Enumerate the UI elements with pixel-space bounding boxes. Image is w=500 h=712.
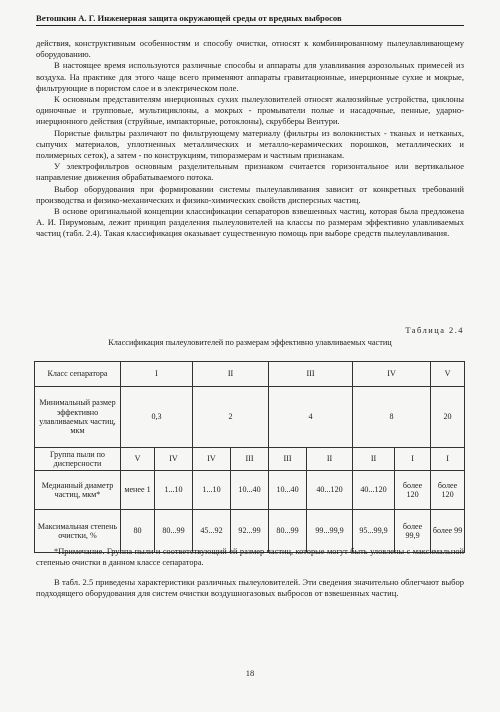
- table-cell: I: [121, 362, 193, 387]
- table-row: [35, 362, 465, 387]
- table-cell: II: [353, 448, 395, 471]
- body-text: [36, 38, 464, 240]
- row-header: Максимальная степень очистки, %: [35, 510, 121, 553]
- paragraph: К основным представителям инерционных сухих пылеуловителей относят жалюзийные устройства, циклоны одиночные и групповые, мультициклоны, а мокрых - промыватели полые и насадочные, пенные, ударно-инерционного действия (струйные, импакторные, ротоклоны), скрубберы Вентури.: [36, 94, 464, 127]
- paragraph: В основе оригинальной концепции классификации сепараторов взвешенных частиц, которая была предложена А. И. Пирумовым, лежит принцип разделения пылеуловителей на классы по размерам эффективно улавливаемых частиц (табл. 2.4). Такая классификация оказывает существенную помощь при выборе средств пылеулавливания.: [36, 206, 464, 239]
- paragraph: Выбор оборудования при формировании системы пылеулавливания зависит от конкретных требований производства и физико-механических и физико-химических свойств дисперсных частиц.: [36, 183, 464, 205]
- table-cell: 40...120: [353, 471, 395, 510]
- table-cell: более 99,9: [395, 510, 431, 553]
- paragraph: В табл. 2.5 приведены характеристики различных пылеуловителей. Эти сведения значительно облегчают выбор подходящего оборудования для систем очистки воздушногазовых выбросов от взвешенных частиц.: [36, 577, 464, 599]
- table-cell: менее 1: [121, 471, 155, 510]
- paragraph: действия, конструктивным особенностям и способу очистки, относят к комбинированному пылеулавливающему оборудованию.: [36, 38, 464, 60]
- row-header: Минимальный размер эффективно улавливаемых частиц, мкм: [35, 387, 121, 448]
- table-cell: IV: [155, 448, 193, 471]
- row-header: Медианный диаметр частиц, мкм*: [35, 471, 121, 510]
- row-header: Группа пыли по дисперсности: [35, 448, 121, 471]
- table-cell: более 99: [431, 510, 465, 553]
- table-cell: I: [431, 448, 465, 471]
- table-cell: V: [121, 448, 155, 471]
- paragraph: В настоящее время используются различные способы и аппараты для улавливания аэрозольных примесей из воздуха. На практике для этого чаще всего применяют аппараты гравитационные, инерционные сухие и мокрые, фильтрующие в пористом слое и в электрическом поле.: [36, 60, 464, 93]
- table-cell: 45...92: [193, 510, 231, 553]
- paragraph: Пористые фильтры различают по фильтрующему материалу (фильтры из волокнистых - тканых и нетканых, сыпучих материалов, уплотненных металлических и металло-керамических порошков, металлических и полимерных сеток), а затем - по конструкциям, типоразмерам и частным признакам.: [36, 127, 464, 161]
- table-row: [35, 448, 465, 471]
- table-cell: 99...99,9: [307, 510, 353, 553]
- table-cell: II: [193, 362, 269, 387]
- table-cell: 80: [121, 510, 155, 553]
- table-cell: V: [431, 362, 465, 387]
- table-cell: 2: [193, 387, 269, 448]
- table-cell: 80...99: [269, 510, 307, 553]
- table-cell: III: [231, 448, 269, 471]
- table-footnote: [36, 546, 464, 568]
- table-cell: более 120: [431, 471, 465, 510]
- footnote-text: *Примечание. Группа пыли и соответствующий ей размер частиц, которые могут быть уловлены с максимальной степенью очистки в данном классе сепаратора.: [36, 547, 464, 568]
- row-header: Класс сепаратора: [35, 362, 121, 387]
- table-cell: 10...40: [269, 471, 307, 510]
- table-cell: более 120: [395, 471, 431, 510]
- paragraph: У электрофильтров основным разделительным признаком считается горизонтальное или вертикальное направление движения обрабатываемого потока.: [36, 161, 464, 183]
- table-cell: 10...40: [231, 471, 269, 510]
- table-cell: 4: [269, 387, 353, 448]
- table-cell: 1...10: [193, 471, 231, 510]
- table-cell: IV: [353, 362, 431, 387]
- table-cell: 0,3: [121, 387, 193, 448]
- table-cell: 80...99: [155, 510, 193, 553]
- table-cell: IV: [193, 448, 231, 471]
- closing-text: [36, 577, 464, 599]
- running-header: Ветошкин А. Г. Инженерная защита окружающей среды от вредных выбросов: [36, 13, 464, 26]
- table-cell: II: [307, 448, 353, 471]
- table-cell: III: [269, 448, 307, 471]
- table-row: [35, 387, 465, 448]
- table-row: [35, 471, 465, 510]
- table-cell: 8: [353, 387, 431, 448]
- table-label: Таблица 2.4: [405, 326, 464, 335]
- page-number: 18: [245, 668, 255, 678]
- classification-table: [34, 361, 465, 553]
- table-cell: 20: [431, 387, 465, 448]
- table-cell: 92...99: [231, 510, 269, 553]
- table-title: Классификация пылеуловителей по размерам эффективно улавливаемых частиц: [108, 338, 392, 347]
- table-cell: I: [395, 448, 431, 471]
- table-cell: 1...10: [155, 471, 193, 510]
- table-cell: III: [269, 362, 353, 387]
- table-cell: 40...120: [307, 471, 353, 510]
- table-cell: 95...99,9: [353, 510, 395, 553]
